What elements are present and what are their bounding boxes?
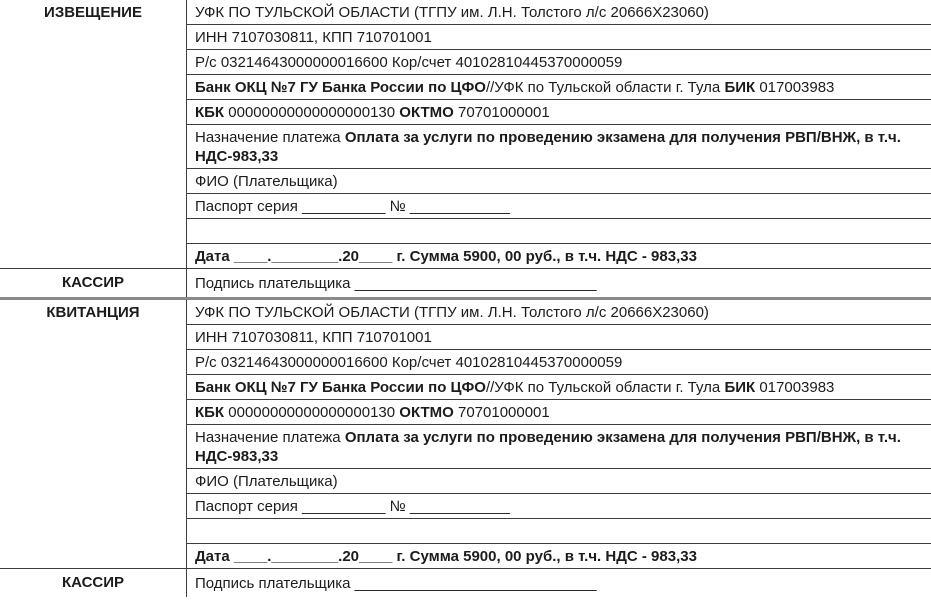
kbk-oktmo-row-text: 00000000000000000130 xyxy=(228,404,400,421)
payer-name-row xyxy=(187,169,931,194)
bank-bik-row-text: Банк ОКЦ №7 ГУ Банка России по ЦФО xyxy=(195,79,486,96)
blank-row xyxy=(187,219,931,244)
payment-purpose-row xyxy=(187,125,931,169)
payee-row xyxy=(187,0,931,25)
account-row-text: Р/с 03214643000000016600 Кор/счет 40102810445370000059 xyxy=(195,354,623,371)
blank-row xyxy=(187,519,931,544)
bank-bik-row-text: //УФК по Тульской области г. Тула xyxy=(485,79,725,96)
bank-bik-row xyxy=(187,75,931,100)
date-sum-row-text: Дата ____.________.20____ г. Сумма 5900, 00 руб., в т.ч. НДС - 983,33 xyxy=(195,548,697,565)
payer-name-row-text: ФИО (Плательщика) xyxy=(195,173,338,190)
inn-kpp-row-text: ИНН 7107030811, КПП 710701001 xyxy=(195,29,432,46)
date-sum-row-text: Дата ____.________.20____ г. Сумма 5900, 00 руб., в т.ч. НДС - 983,33 xyxy=(195,248,697,265)
cashier-label: КАССИР xyxy=(61,274,125,291)
section-rows xyxy=(186,0,931,269)
bank-bik-row-text: Банк ОКЦ №7 ГУ Банка России по ЦФО xyxy=(195,379,486,396)
payer-name-row-text: ФИО (Плательщика) xyxy=(195,473,338,490)
payer-signature-row: Подпись плательщика _____________________________ xyxy=(186,569,931,597)
account-row-text: Р/с 03214643000000016600 Кор/счет 40102810445370000059 xyxy=(195,54,623,71)
bank-bik-row-text: БИК xyxy=(724,379,756,396)
payment-purpose-row-text: Назначение платежа xyxy=(195,129,345,146)
passport-row-text: Паспорт серия __________ № ____________ xyxy=(195,498,510,515)
payee-row-text: УФК ПО ТУЛЬСКОЙ ОБЛАСТИ (ТГПУ им. Л.Н. Толстого л/с 20666X23060) xyxy=(195,304,709,321)
account-row xyxy=(187,350,931,375)
payment-purpose-row xyxy=(187,425,931,469)
bank-bik-row xyxy=(187,375,931,400)
kbk-oktmo-row-text: КБК xyxy=(195,104,229,121)
kbk-oktmo-row xyxy=(187,100,931,125)
passport-row xyxy=(187,194,931,219)
date-sum-row xyxy=(187,544,931,569)
kbk-oktmo-row-text: ОКТМО xyxy=(399,404,454,421)
bank-bik-row-text: 017003983 xyxy=(755,79,835,96)
bank-bik-row-text: //УФК по Тульской области г. Тула xyxy=(485,379,725,396)
section-notice-izveshchenie xyxy=(0,0,931,297)
bank-bik-row-text: 017003983 xyxy=(755,379,835,396)
cashier-label: КАССИР xyxy=(61,574,125,591)
payment-purpose-row-text: Оплата за услуги по проведению экзамена для получения РВП/ВНЖ, в т.ч. НДС-983,33 xyxy=(195,129,901,165)
payer-name-row xyxy=(187,469,931,494)
kbk-oktmo-row-text: 70701000001 xyxy=(453,404,550,421)
payee-row xyxy=(187,300,931,325)
kbk-oktmo-row-text: КБК xyxy=(195,404,229,421)
stub-label: ИЗВЕЩЕНИЕ xyxy=(0,0,186,269)
section-rows xyxy=(186,300,931,569)
passport-row xyxy=(187,494,931,519)
bank-bik-row-text: БИК xyxy=(724,79,756,96)
payment-purpose-row-text: Оплата за услуги по проведению экзамена для получения РВП/ВНЖ, в т.ч. НДС-983,33 xyxy=(195,429,901,465)
stub-label: КВИТАНЦИЯ xyxy=(0,300,186,569)
kbk-oktmo-row-text: 70701000001 xyxy=(453,104,550,121)
date-sum-row xyxy=(187,244,931,269)
payee-row-text: УФК ПО ТУЛЬСКОЙ ОБЛАСТИ (ТГПУ им. Л.Н. Толстого л/с 20666X23060) xyxy=(195,4,709,21)
account-row xyxy=(187,50,931,75)
kbk-oktmo-row xyxy=(187,400,931,425)
inn-kpp-row xyxy=(187,25,931,50)
kbk-oktmo-row-text: 00000000000000000130 xyxy=(228,104,400,121)
payment-purpose-row-text: Назначение платежа xyxy=(195,429,345,446)
inn-kpp-row xyxy=(187,325,931,350)
passport-row-text: Паспорт серия __________ № ____________ xyxy=(195,198,510,215)
payer-signature-row: Подпись плательщика _____________________________ xyxy=(186,269,931,297)
kbk-oktmo-row-text: ОКТМО xyxy=(399,104,454,121)
section-receipt-kvitantsiya xyxy=(0,300,931,597)
inn-kpp-row-text: ИНН 7107030811, КПП 710701001 xyxy=(195,329,432,346)
